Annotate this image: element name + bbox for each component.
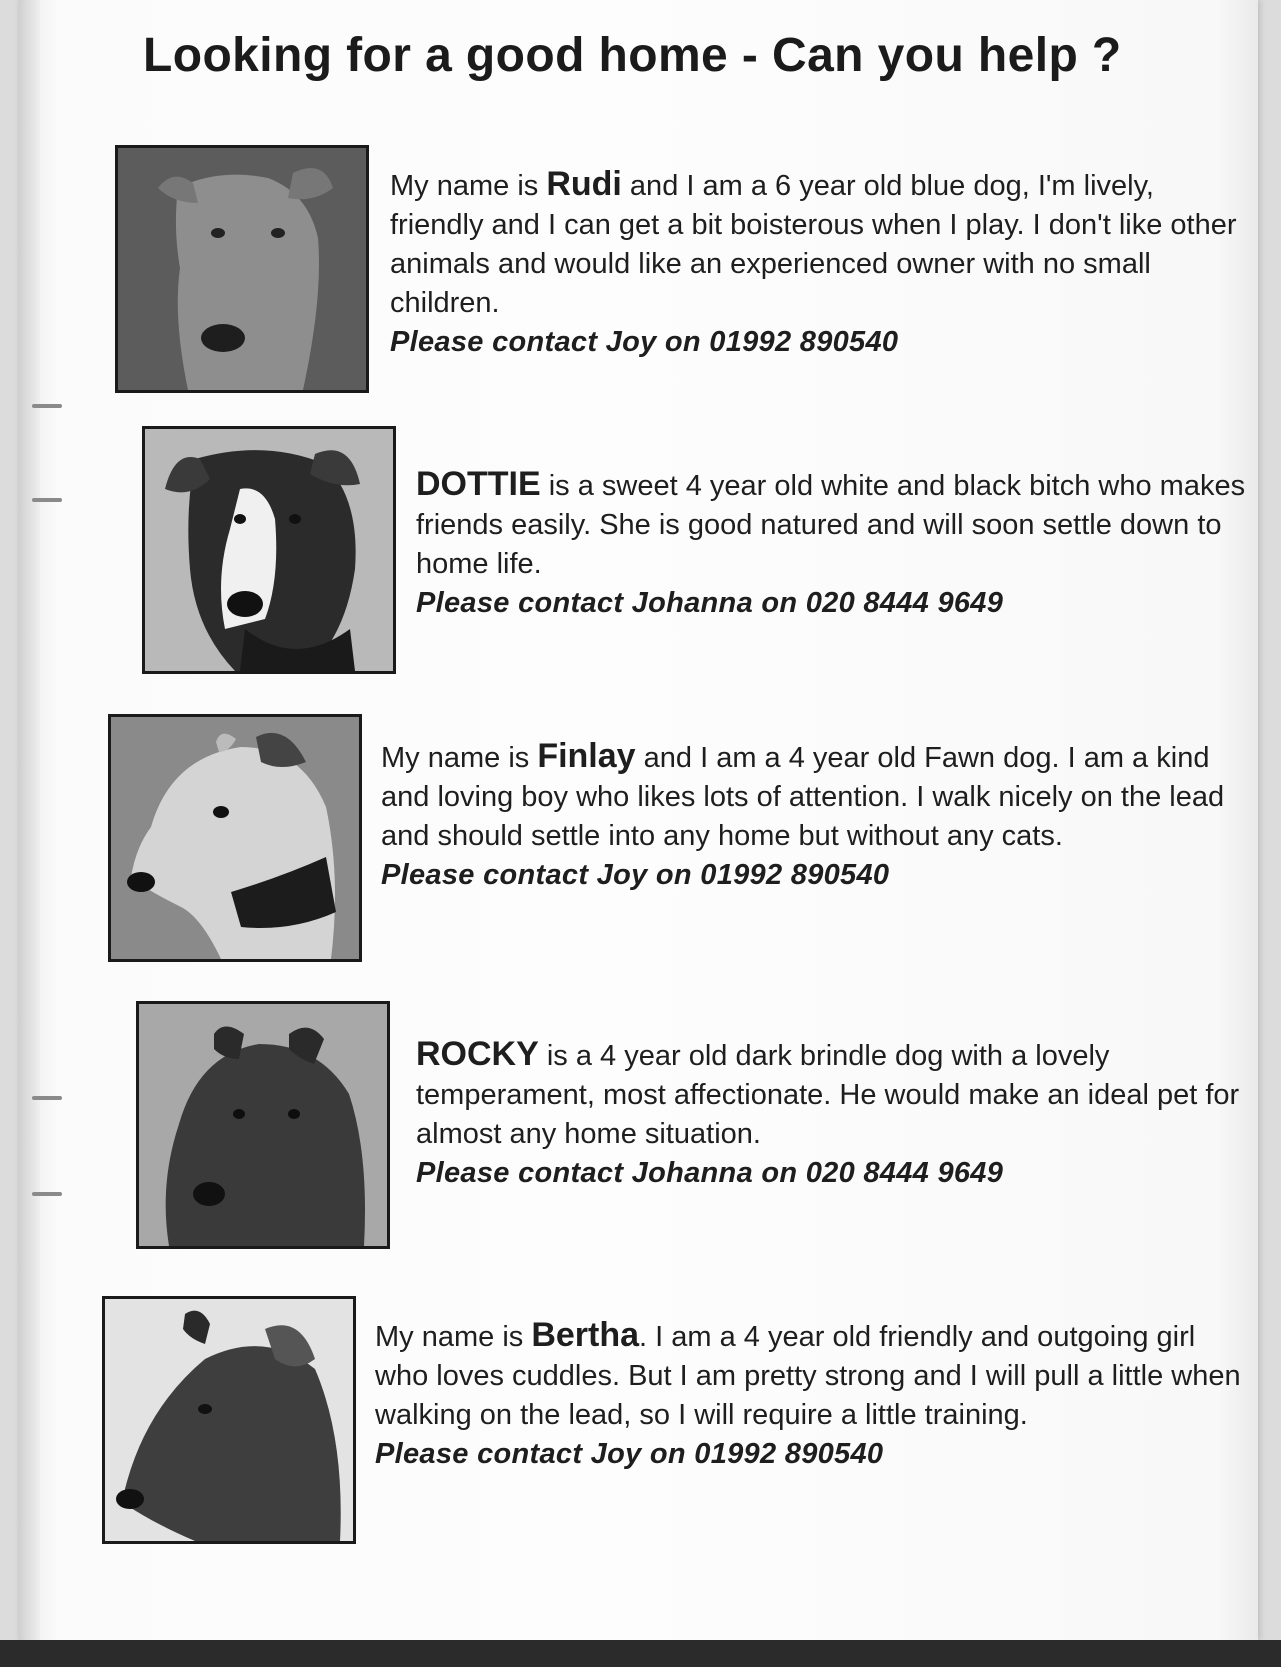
dog-description-finlay (381, 737, 1241, 895)
dog-photo-rudi (115, 145, 369, 393)
dog-blurb (416, 465, 1246, 584)
dog-photo-finlay (108, 714, 362, 962)
dog-blurb (390, 165, 1240, 323)
page-binding (18, 0, 40, 1640)
scanner-edge (0, 1640, 1281, 1667)
staple-mark (32, 1192, 62, 1196)
contact-line: Please contact Joy on 01992 890540 (375, 1438, 884, 1470)
dog-name: ROCKY (416, 1035, 539, 1073)
blurb-text: and I am a 4 year old Fawn dog. I am a kind and loving boy who likes lots of attention. I walk nicely on the lead and should settle into any home but without any cats. (381, 742, 1225, 852)
greyhound-icon (118, 148, 366, 390)
blurb-text: . I am a 4 year old friendly and outgoing girl who loves cuddles. But I am pretty strong and I will pull a little when walking on the lead, so I will require a little training. (375, 1321, 1241, 1431)
blurb-prefix: My name is (390, 170, 547, 202)
dog-blurb (416, 1035, 1246, 1154)
greyhound-icon (145, 429, 393, 671)
blurb-prefix: My name is (381, 742, 538, 774)
blurb-text: and I am a 6 year old blue dog, I'm lively, friendly and I can get a bit boisterous when I play. I don't like other animals and would like an experienced owner with no small children. (390, 170, 1237, 319)
leaflet-page (18, 0, 1258, 1640)
dog-photo-rocky (136, 1001, 390, 1249)
greyhound-icon (105, 1299, 353, 1541)
contact-line: Please contact Joy on 01992 890540 (381, 859, 890, 891)
dog-photo-dottie (142, 426, 396, 674)
dog-description-bertha (375, 1316, 1245, 1474)
dog-photo-bertha (102, 1296, 356, 1544)
contact-line: Please contact Johanna on 020 8444 9649 (416, 1157, 1004, 1189)
staple-mark (32, 404, 62, 408)
contact-line: Please contact Joy on 01992 890540 (390, 326, 899, 358)
blurb-prefix: My name is (375, 1321, 532, 1353)
greyhound-icon (139, 1004, 387, 1246)
dog-blurb (381, 737, 1241, 856)
dog-description-rocky (416, 1035, 1246, 1193)
contact-line: Please contact Johanna on 020 8444 9649 (416, 587, 1004, 619)
dog-description-rudi (390, 165, 1240, 362)
dog-blurb (375, 1316, 1245, 1435)
greyhound-icon (111, 717, 359, 959)
dog-name: Bertha (531, 1316, 640, 1354)
blurb-text: is a 4 year old dark brindle dog with a lovely temperament, most affectionate. He would make an ideal pet for almost any home situation. (416, 1040, 1240, 1150)
dog-name: DOTTIE (416, 465, 541, 503)
staple-mark (32, 498, 62, 502)
dog-name: Finlay (537, 737, 636, 775)
page-headline: Looking for a good home - Can you help ? (143, 29, 1122, 82)
dog-name: Rudi (546, 165, 622, 203)
blurb-text: is a sweet 4 year old white and black bitch who makes friends easily. She is good natured and will soon settle down to home life. (416, 470, 1246, 580)
dog-description-dottie (416, 465, 1246, 623)
staple-mark (32, 1096, 62, 1100)
